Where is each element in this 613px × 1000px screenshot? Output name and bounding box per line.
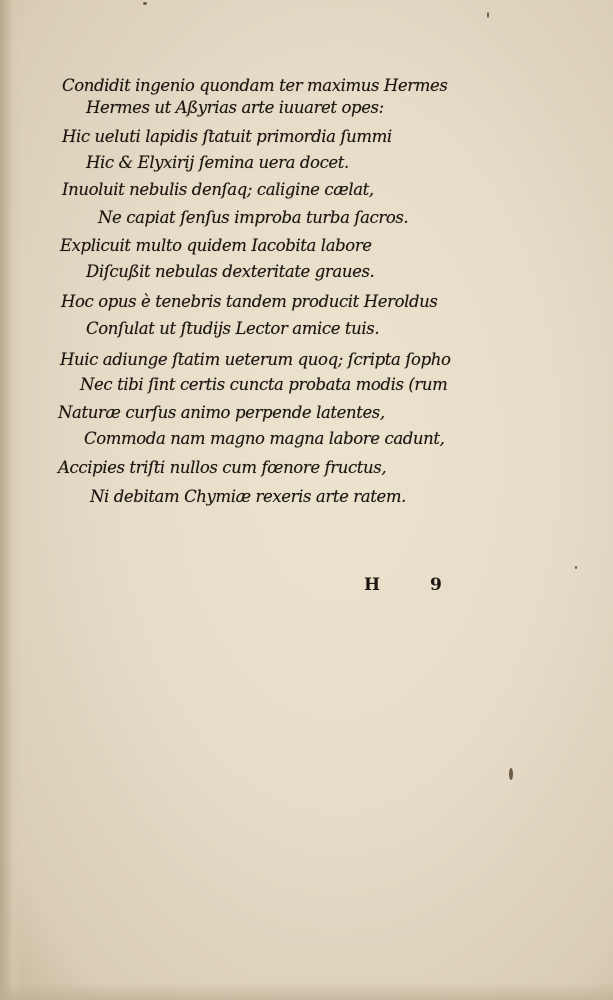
signature-mark: H 9 bbox=[364, 575, 464, 595]
poem-line: Accipies triſti nullos cum fœnore fructus, bbox=[58, 458, 387, 477]
poem-line: Hic ueluti lapidis ſtatuit primordia ſummi bbox=[62, 127, 392, 146]
poem-line: Naturæ curſus animo perpende latentes, bbox=[58, 403, 385, 422]
poem-line: Ni debitam Chymiæ rexeris arte ratem. bbox=[90, 487, 406, 506]
poem-line: Explicuit multo quidem Iacobita labore bbox=[60, 236, 372, 255]
poem-line: Hermes ut Aßyrias arte iuuaret opes: bbox=[86, 98, 384, 117]
poem-line: Inuoluit nebulis denſaq; caligine cælat, bbox=[62, 180, 374, 199]
poem-line: Diſcußit nebulas dexteritate graues. bbox=[86, 262, 375, 281]
poem-line: Condidit ingenio quondam ter maximus Hermes bbox=[62, 76, 448, 95]
poem-line: Hoc opus è tenebris tandem producit Heroldus bbox=[61, 292, 438, 311]
ink-speck bbox=[509, 768, 513, 780]
poem-line: Hic & Elyxirij ſemina uera docet. bbox=[86, 153, 349, 172]
page-gutter-shadow bbox=[0, 0, 22, 1000]
ink-speck bbox=[487, 12, 489, 18]
poem-line: Conſulat ut ſtudijs Lector amice tuis. bbox=[86, 319, 380, 338]
poem-line: Commoda nam magno magna labore cadunt, bbox=[84, 429, 445, 448]
poem-line: Huic adiunge ſtatim ueterum quoq; ſcripta ſopho bbox=[60, 350, 451, 369]
page-bottom-shadow bbox=[0, 982, 613, 1000]
poem-line: Nec tibi ſint certis cuncta probata modis (rum bbox=[80, 375, 448, 394]
poem-line: Ne capiat ſenſus improba turba ſacros. bbox=[98, 208, 409, 227]
ink-speck bbox=[575, 566, 577, 569]
ink-speck bbox=[143, 2, 147, 5]
